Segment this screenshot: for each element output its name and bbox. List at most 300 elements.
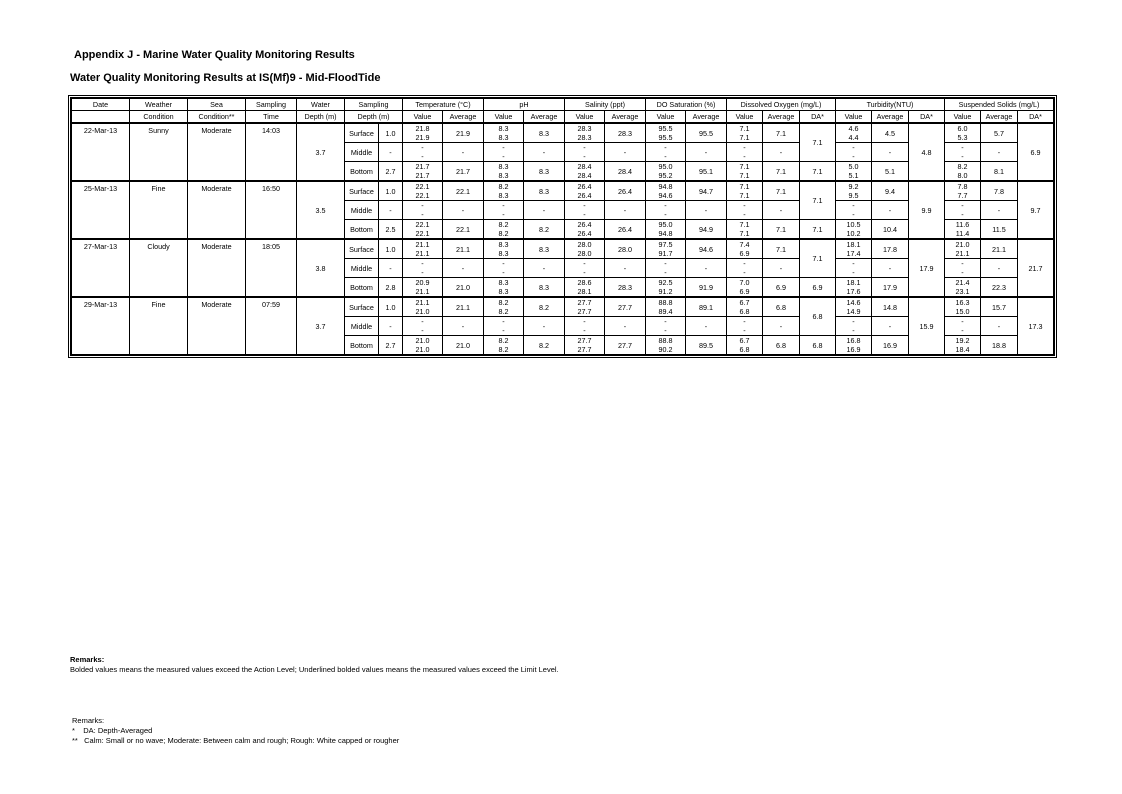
ph-values-2: - — [502, 152, 505, 161]
salinity-values-1: 28.4 — [577, 162, 592, 171]
turbidity-values-1: 18.1 — [846, 240, 861, 249]
ss-da-cell: 6.9 — [1018, 123, 1054, 181]
do-values-1: - — [743, 201, 746, 210]
temp-values-2: - — [421, 268, 424, 277]
col-sampling-time: Sampling — [246, 99, 297, 111]
ss-values-2: 18.4 — [955, 345, 970, 354]
salinity-values — [565, 201, 605, 220]
ss-values-2: 15.0 — [955, 307, 970, 316]
salinity-values-2: 28.4 — [577, 171, 592, 180]
temp-average-cell: - — [443, 259, 484, 278]
turbidity-values-2: - — [852, 268, 855, 277]
col-ph: pH — [484, 99, 565, 111]
salinity-values — [565, 143, 605, 162]
ss-da-cell: 9.7 — [1018, 181, 1054, 239]
temp-values — [403, 336, 443, 355]
sampling-depth-cell: 2.5 — [379, 220, 403, 240]
dosat-values-1: 88.8 — [658, 298, 673, 307]
salinity-average-cell: 27.7 — [605, 297, 646, 317]
col-dissolved-oxygen: Dissolved Oxygen (mg/L) — [727, 99, 836, 111]
ph-values — [484, 201, 524, 220]
do-values — [727, 317, 763, 336]
water-depth-cell: 3.7 — [297, 123, 345, 181]
turbidity-values-1: 16.8 — [846, 336, 861, 345]
do-average-cell: 7.1 — [763, 239, 800, 259]
turbidity-values — [836, 143, 872, 162]
dosat-values-2: - — [664, 210, 667, 219]
turbidity-da-cell: 4.8 — [909, 123, 945, 181]
turbidity-values-2: 10.2 — [846, 229, 861, 238]
dosat-average-cell: - — [686, 259, 727, 278]
col-date-sub — [72, 111, 130, 124]
dosat-values-1: 95.0 — [658, 162, 673, 171]
temp-values-2: 21.0 — [415, 307, 430, 316]
ph-values-1: 8.2 — [498, 336, 509, 345]
turbidity-values-2: 9.5 — [848, 191, 859, 200]
ss-average-cell: - — [981, 201, 1018, 220]
ss-values — [945, 239, 981, 259]
do-values-2: 6.9 — [739, 287, 750, 296]
col-date: Date — [72, 99, 130, 111]
ph-values — [484, 317, 524, 336]
temp-average-cell: 21.0 — [443, 336, 484, 355]
ss-values-2: 8.0 — [957, 171, 968, 180]
ss-values-2: 23.1 — [955, 287, 970, 296]
ss-da-header: DA* — [1018, 111, 1054, 124]
sea-condition-cell: Moderate — [188, 123, 246, 181]
sampling-depth-cell: - — [379, 259, 403, 278]
turbidity-values-2: - — [852, 210, 855, 219]
ss-values-2: - — [961, 152, 964, 161]
salinity-average-cell: - — [605, 317, 646, 336]
do-average-cell: - — [763, 317, 800, 336]
sampling-depth-cell: - — [379, 201, 403, 220]
turbidity-values-1: 5.0 — [848, 162, 859, 171]
do-bottom-da-cell: 7.1 — [800, 220, 836, 240]
dosat-values — [646, 317, 686, 336]
ph-values-2: 8.3 — [498, 133, 509, 142]
ph-values-1: - — [502, 201, 505, 210]
temp-average-cell: 21.1 — [443, 239, 484, 259]
dosat-values-2: 90.2 — [658, 345, 673, 354]
col-sampling-depth: Sampling — [345, 99, 403, 111]
do-values-2: 7.1 — [739, 191, 750, 200]
remarks-da-note: * DA: Depth-Averaged — [72, 726, 153, 735]
ss-values-1: 21.4 — [955, 278, 970, 287]
do-values — [727, 181, 763, 201]
ph-values-1: 8.3 — [498, 278, 509, 287]
ph-average-header: Average — [524, 111, 565, 124]
sampling-level-cell: Middle — [345, 259, 379, 278]
sampling-depth-cell: 1.0 — [379, 297, 403, 317]
temp-average-cell: - — [443, 201, 484, 220]
salinity-values-1: - — [583, 201, 586, 210]
temp-values — [403, 162, 443, 182]
do-values-2: 6.9 — [739, 249, 750, 258]
dosat-values-1: 95.5 — [658, 124, 673, 133]
ph-values — [484, 336, 524, 355]
ss-values-2: 11.4 — [955, 229, 970, 238]
dosat-values-1: 94.8 — [658, 182, 673, 191]
temp-average-cell: 21.1 — [443, 297, 484, 317]
turbidity-values-2: 5.1 — [848, 171, 859, 180]
dosat-average-cell: 89.1 — [686, 297, 727, 317]
temp-values-2: - — [421, 152, 424, 161]
ss-da-cell: 21.7 — [1018, 239, 1054, 297]
ss-values — [945, 317, 981, 336]
sampling-depth-cell: 1.0 — [379, 181, 403, 201]
do-values-1: 6.7 — [739, 298, 750, 307]
turbidity-values-1: - — [852, 201, 855, 210]
table-row — [72, 297, 1054, 317]
temp-values-2: 22.1 — [415, 191, 430, 200]
ph-average-cell: - — [524, 201, 565, 220]
sampling-level-cell: Bottom — [345, 220, 379, 240]
temp-values-1: - — [421, 259, 424, 268]
do-values-1: 7.1 — [739, 162, 750, 171]
ph-values-1: 8.2 — [498, 220, 509, 229]
salinity-values-1: 28.0 — [577, 240, 592, 249]
dosat-average-cell: 91.9 — [686, 278, 727, 298]
weather-cell: Cloudy — [130, 239, 188, 297]
weather-cell: Fine — [130, 181, 188, 239]
do-average-header: Average — [763, 111, 800, 124]
ph-values-1: 8.2 — [498, 298, 509, 307]
temp-average-cell: - — [443, 143, 484, 162]
ss-values — [945, 259, 981, 278]
ss-values-1: - — [961, 201, 964, 210]
turb-da-header: DA* — [909, 111, 945, 124]
dosat-values-1: - — [664, 201, 667, 210]
do-values — [727, 220, 763, 240]
dosat-values-2: 95.2 — [658, 171, 673, 180]
temp-values-1: - — [421, 201, 424, 210]
do-values-1: 7.1 — [739, 124, 750, 133]
dosat-values — [646, 239, 686, 259]
ph-values — [484, 239, 524, 259]
temp-values — [403, 143, 443, 162]
temp-values — [403, 259, 443, 278]
turbidity-values-2: 16.9 — [846, 345, 861, 354]
col-sea: Sea — [188, 99, 246, 111]
turbidity-average-cell: 14.8 — [872, 297, 909, 317]
ss-average-cell: 5.7 — [981, 123, 1018, 143]
salinity-values — [565, 123, 605, 143]
do-average-cell: 7.1 — [763, 181, 800, 201]
dosat-values — [646, 259, 686, 278]
ss-values-2: 7.7 — [957, 191, 968, 200]
turbidity-values-1: 14.6 — [846, 298, 861, 307]
do-values-1: 7.0 — [739, 278, 750, 287]
temp-values-2: 21.9 — [415, 133, 430, 142]
dosat-average-cell: 94.7 — [686, 181, 727, 201]
turbidity-average-cell: 17.8 — [872, 239, 909, 259]
dosat-values-1: - — [664, 143, 667, 152]
sampling-level-cell: Middle — [345, 143, 379, 162]
salinity-values-2: - — [583, 210, 586, 219]
sampling-depth-cell: 1.0 — [379, 123, 403, 143]
temp-values — [403, 297, 443, 317]
do-bottom-da-cell: 6.8 — [800, 336, 836, 355]
turbidity-values-1: - — [852, 317, 855, 326]
dosat-values-2: - — [664, 152, 667, 161]
temp-values — [403, 181, 443, 201]
temp-values-1: 22.1 — [415, 182, 430, 191]
dosat-average-cell: 94.6 — [686, 239, 727, 259]
ss-values — [945, 143, 981, 162]
ss-values — [945, 297, 981, 317]
temp-average-header: Average — [443, 111, 484, 124]
turbidity-average-cell: - — [872, 143, 909, 162]
temp-average-cell: 22.1 — [443, 220, 484, 240]
sampling-level-cell: Surface — [345, 239, 379, 259]
salinity-average-cell: 28.4 — [605, 162, 646, 182]
temp-values-1: - — [421, 143, 424, 152]
dosat-values — [646, 181, 686, 201]
dosat-average-cell: 89.5 — [686, 336, 727, 355]
ss-average-header: Average — [981, 111, 1018, 124]
dosat-values-1: 92.5 — [658, 278, 673, 287]
ss-average-cell: - — [981, 143, 1018, 162]
ss-values-1: - — [961, 143, 964, 152]
ph-average-cell: 8.2 — [524, 220, 565, 240]
ph-values-1: - — [502, 259, 505, 268]
turbidity-values-1: 18.1 — [846, 278, 861, 287]
do-values-1: 7.4 — [739, 240, 750, 249]
col-turbidity: Turbidity(NTU) — [836, 99, 945, 111]
temp-average-cell: 21.7 — [443, 162, 484, 182]
results-table-frame — [68, 95, 1057, 358]
sea-condition-cell: Moderate — [188, 239, 246, 297]
turbidity-values — [836, 278, 872, 298]
do-values-2: - — [743, 152, 746, 161]
sampling-level-cell: Surface — [345, 297, 379, 317]
dosat-values — [646, 336, 686, 355]
col-sampling-time-sub: Time — [246, 111, 297, 124]
ss-average-cell: 21.1 — [981, 239, 1018, 259]
dosat-values-2: 94.6 — [658, 191, 673, 200]
ss-values — [945, 336, 981, 355]
dosat-values — [646, 278, 686, 298]
sampling-depth-cell: - — [379, 143, 403, 162]
salinity-values-2: 26.4 — [577, 229, 592, 238]
ss-average-cell: 15.7 — [981, 297, 1018, 317]
water-depth-cell: 3.8 — [297, 239, 345, 297]
do-bottom-da-cell: 6.9 — [800, 278, 836, 298]
remarks-exceedance-text: Bolded values means the measured values exceed the Action Level; Underlined bolded values means the measured values exceed the Limit Level. — [70, 665, 559, 674]
dosat-average-cell: 95.1 — [686, 162, 727, 182]
salinity-values-2: 28.1 — [577, 287, 592, 296]
ss-value-header: Value — [945, 111, 981, 124]
sampling-level-cell: Bottom — [345, 336, 379, 355]
turbidity-average-cell: 4.5 — [872, 123, 909, 143]
dosat-values — [646, 201, 686, 220]
do-values-2: 7.1 — [739, 229, 750, 238]
temp-value-header: Value — [403, 111, 443, 124]
water-depth-cell: 3.5 — [297, 181, 345, 239]
ph-average-cell: 8.3 — [524, 162, 565, 182]
temp-values-1: 21.1 — [415, 240, 430, 249]
ss-values-1: 19.2 — [955, 336, 970, 345]
turbidity-values-1: - — [852, 259, 855, 268]
ss-values — [945, 220, 981, 240]
dosat-average-header: Average — [686, 111, 727, 124]
sampling-level-cell: Middle — [345, 317, 379, 336]
temp-values — [403, 317, 443, 336]
turbidity-values — [836, 239, 872, 259]
table-header — [72, 99, 1054, 124]
ph-values-1: 8.3 — [498, 162, 509, 171]
ph-values-1: 8.3 — [498, 240, 509, 249]
ss-values-1: 8.2 — [957, 162, 968, 171]
salinity-values — [565, 278, 605, 298]
salinity-values-1: 27.7 — [577, 298, 592, 307]
ss-values-2: 5.3 — [957, 133, 968, 142]
temp-values-1: 22.1 — [415, 220, 430, 229]
do-average-cell: - — [763, 259, 800, 278]
salinity-average-cell: 26.4 — [605, 181, 646, 201]
do-values-1: 7.1 — [739, 220, 750, 229]
table-title: Water Quality Monitoring Results at IS(Mf)9 - Mid-FloodTide — [70, 72, 381, 84]
do-average-cell: 6.8 — [763, 297, 800, 317]
salinity-values-1: 27.7 — [577, 336, 592, 345]
turbidity-values-2: 17.6 — [846, 287, 861, 296]
ph-average-cell: 8.2 — [524, 297, 565, 317]
remarks-notes-title: Remarks: — [72, 716, 105, 725]
col-temperature: Temperature (°C) — [403, 99, 484, 111]
do-da-cell: 7.1 — [800, 181, 836, 220]
turbidity-values — [836, 162, 872, 182]
do-values-2: 7.1 — [739, 133, 750, 142]
do-values-2: 6.8 — [739, 307, 750, 316]
temp-values-2: 21.0 — [415, 345, 430, 354]
turbidity-average-cell: - — [872, 201, 909, 220]
turbidity-values-2: 17.4 — [846, 249, 861, 258]
salinity-values — [565, 259, 605, 278]
sampling-level-cell: Bottom — [345, 278, 379, 298]
turbidity-values — [836, 317, 872, 336]
do-values-1: 6.7 — [739, 336, 750, 345]
ph-values-2: - — [502, 210, 505, 219]
do-average-cell: 6.8 — [763, 336, 800, 355]
do-values-2: - — [743, 210, 746, 219]
remarks-title: Remarks: — [70, 655, 105, 664]
salinity-values-2: 26.4 — [577, 191, 592, 200]
ss-values — [945, 123, 981, 143]
dosat-values-2: 91.2 — [658, 287, 673, 296]
col-do-saturation: DO Saturation (%) — [646, 99, 727, 111]
dosat-values-1: 97.5 — [658, 240, 673, 249]
col-weather-sub: Condition — [130, 111, 188, 124]
table-row — [72, 181, 1054, 201]
sea-condition-cell: Moderate — [188, 297, 246, 355]
salinity-values-1: 28.3 — [577, 124, 592, 133]
ss-average-cell: 8.1 — [981, 162, 1018, 182]
ss-values-1: - — [961, 317, 964, 326]
date-cell: 25-Mar-13 — [72, 181, 130, 239]
ph-values — [484, 297, 524, 317]
ph-values-2: 8.2 — [498, 345, 509, 354]
do-values-2: - — [743, 326, 746, 335]
col-water-depth: Water — [297, 99, 345, 111]
turb-average-header: Average — [872, 111, 909, 124]
ph-values-1: 8.3 — [498, 124, 509, 133]
do-values — [727, 162, 763, 182]
temp-values-2: 21.1 — [415, 249, 430, 258]
ss-values-2: - — [961, 326, 964, 335]
salinity-values — [565, 239, 605, 259]
dosat-values-2: 95.5 — [658, 133, 673, 142]
table-row — [72, 239, 1054, 259]
ph-values-2: - — [502, 326, 505, 335]
sampling-depth-cell: 1.0 — [379, 239, 403, 259]
ph-values-2: 8.3 — [498, 287, 509, 296]
dosat-values-2: - — [664, 268, 667, 277]
ss-values — [945, 181, 981, 201]
table-row — [72, 123, 1054, 143]
temp-values — [403, 123, 443, 143]
turbidity-values-2: 14.9 — [846, 307, 861, 316]
salinity-values-2: 27.7 — [577, 345, 592, 354]
sampling-time-cell: 16:50 — [246, 181, 297, 239]
turbidity-values — [836, 297, 872, 317]
turbidity-average-cell: - — [872, 259, 909, 278]
dosat-average-cell: 94.9 — [686, 220, 727, 240]
turbidity-values — [836, 123, 872, 143]
ph-values-2: - — [502, 268, 505, 277]
ph-value-header: Value — [484, 111, 524, 124]
ss-values-1: - — [961, 259, 964, 268]
temp-values-1: 21.0 — [415, 336, 430, 345]
do-average-cell: 6.9 — [763, 278, 800, 298]
ss-values-2: 21.1 — [955, 249, 970, 258]
sampling-time-cell: 14:03 — [246, 123, 297, 181]
turbidity-average-cell: 16.9 — [872, 336, 909, 355]
salinity-values — [565, 162, 605, 182]
ss-da-cell: 17.3 — [1018, 297, 1054, 355]
do-values-2: 6.8 — [739, 345, 750, 354]
dosat-values — [646, 162, 686, 182]
ss-values — [945, 162, 981, 182]
do-bottom-da-cell: 7.1 — [800, 162, 836, 182]
do-values — [727, 201, 763, 220]
turbidity-average-cell: 5.1 — [872, 162, 909, 182]
ph-values — [484, 162, 524, 182]
turbidity-values-2: - — [852, 326, 855, 335]
salinity-average-cell: - — [605, 143, 646, 162]
salinity-values-1: - — [583, 143, 586, 152]
do-average-cell: 7.1 — [763, 162, 800, 182]
col-sampling-depth-sub: Depth (m) — [345, 111, 403, 124]
temp-values-2: 21.7 — [415, 171, 430, 180]
ss-values-2: - — [961, 268, 964, 277]
ph-values — [484, 220, 524, 240]
ss-average-cell: - — [981, 317, 1018, 336]
col-sea-sub: Condition** — [188, 111, 246, 124]
sampling-level-cell: Surface — [345, 181, 379, 201]
ss-average-cell: 22.3 — [981, 278, 1018, 298]
ph-average-cell: 8.2 — [524, 336, 565, 355]
do-values-1: - — [743, 259, 746, 268]
ss-values-2: - — [961, 210, 964, 219]
salinity-values-1: - — [583, 259, 586, 268]
date-cell: 29-Mar-13 — [72, 297, 130, 355]
turbidity-values — [836, 181, 872, 201]
ph-average-cell: 8.3 — [524, 239, 565, 259]
turbidity-da-cell: 17.9 — [909, 239, 945, 297]
salinity-values — [565, 220, 605, 240]
do-values — [727, 336, 763, 355]
